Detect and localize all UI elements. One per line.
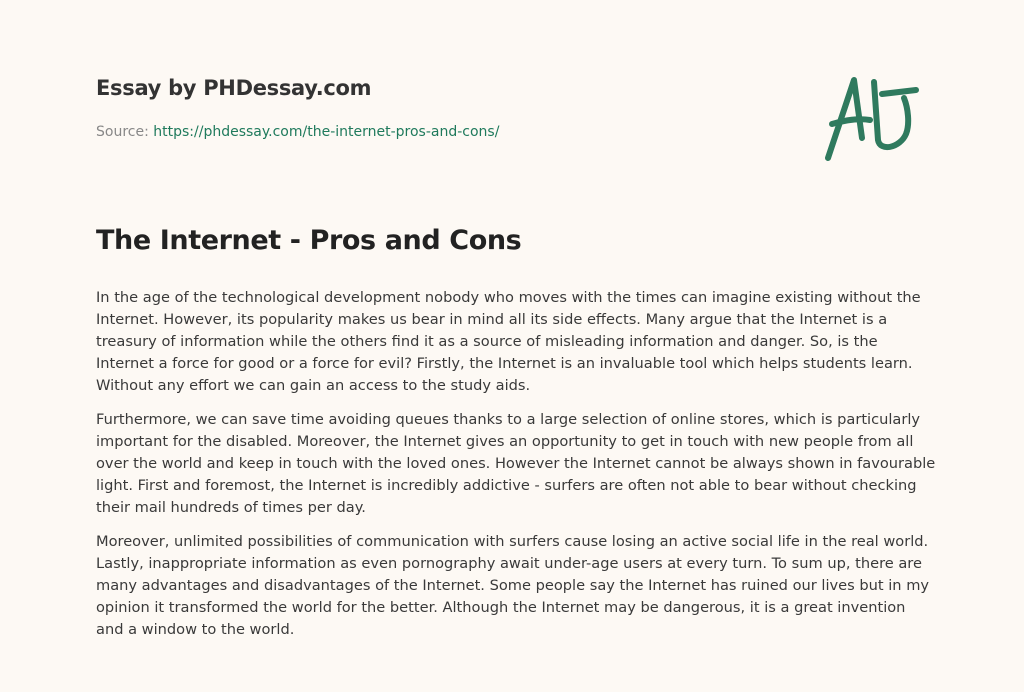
essay-paragraph: Furthermore, we can save time avoiding queues thanks to a large selection of online stores, which is particularly important for the disabled. Moreover, the Internet gives an opportunity to get in touch with new people from all over the world and keep in touch with the loved ones. However the Internet cannot be always shown in favourable light. First and foremost, the Internet is incredibly addictive - surfers are often not able to bear without checking their mail hundreds of times per day. [96, 411, 936, 516]
source-line [96, 124, 499, 140]
a-plus-logo-icon [818, 68, 928, 168]
essay-paragraph: Moreover, unlimited possibilities of communication with surfers cause losing an active social life in the real world. Lastly, inappropriate information as even pornography await under-age users at every turn. To sum up, there are many advantages and disadvantages of the Internet. Some people say the Internet has ruined our lives but in my opinion it transformed the world for the better. Although the Internet may be dangerous, it is a great invention and a window to the world. [96, 533, 930, 638]
essay-body [96, 287, 936, 653]
source-link[interactable]: https://phdessay.com/the-internet-pros-and-cons/ [153, 124, 500, 140]
site-title: Essay by PHDessay.com [96, 76, 372, 100]
source-label: Source: [96, 124, 149, 140]
essay-paragraph: In the age of the technological development nobody who moves with the times can imagine existing without the Internet. However, its popularity makes us bear in mind all its side effects. Many argue that the Internet is a treasury of information while the others find it as a source of misleading information and danger. So, is the Internet a force for good or a force for evil? Firstly, the Internet is an invaluable tool which helps students learn. Without any effort we can gain an access to the study aids. [96, 289, 921, 394]
essay-title: The Internet - Pros and Cons [96, 225, 522, 256]
